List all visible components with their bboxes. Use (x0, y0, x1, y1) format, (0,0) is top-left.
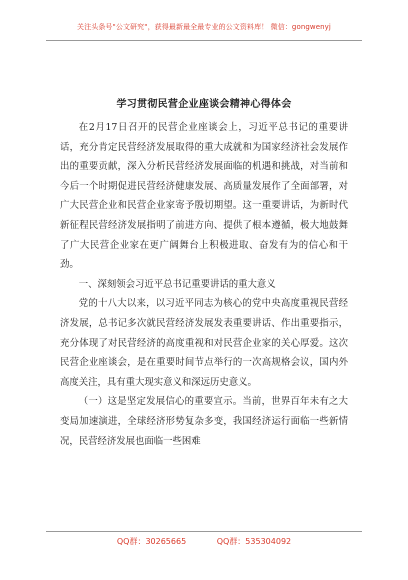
paragraph-intro: 在2月17日召开的民营企业座谈会上，习近平总书记的重要讲话，充分肯定民营经济发展取得的重大成就和为国家经济社会发展作出的重要贡献，深入分析民营经济发展面临的机遇和挑战，对当前和今后一个时期促进民营经济健康发展、高质量发展作了全面部署，对广大民营企业和民营企业家寄予殷切期望。这一重要讲话，为新时代新征程民营经济发展指明了前进方向、提供了根本遵循，极大地鼓舞了广大民营企业家在更广阔舞台上积极进取、奋发有为的信心和干劲。 (60, 122, 348, 271)
paragraph-subsection-1: （一）这是坚定发展信心的重要宣示。当前，世界百年未有之大变局加速演进，全球经济形势复杂多变，我国经济运行面临一些新情况，民营经济发展也面临一些困难 (60, 396, 348, 447)
paragraph-section-1: 党的十八大以来，以习近平同志为核心的党中央高度重视民营经济发展，总书记多次就民营经济发展发表重要讲话、作出重要指示，充分体现了对民营经济的高度重视和对民营企业家的关心厚爱。这次民营企业座谈会，是在重要时间节点举行的一次高规格会议，国内外高度关注，具有重大现实意义和深远历史意义。 (60, 298, 348, 388)
header-divider (46, 40, 362, 41)
footer-divider (46, 531, 362, 532)
section-heading-1: 一、深刻领会习近平总书记重要讲话的重大意义 (78, 278, 276, 290)
document-title: 学习贯彻民营企业座谈会精神心得体会 (116, 99, 292, 110)
footer-qq-group-1: QQ群：30265665 (116, 537, 187, 546)
footer-qq-group-2: QQ群：535304092 (216, 537, 292, 546)
footer-contacts (0, 536, 408, 547)
document-body (60, 118, 348, 451)
header-banner: 关注头条号"公文研究"，获得最新最全最专业的公文资料库！ 微信：gongwenyj (77, 23, 331, 31)
